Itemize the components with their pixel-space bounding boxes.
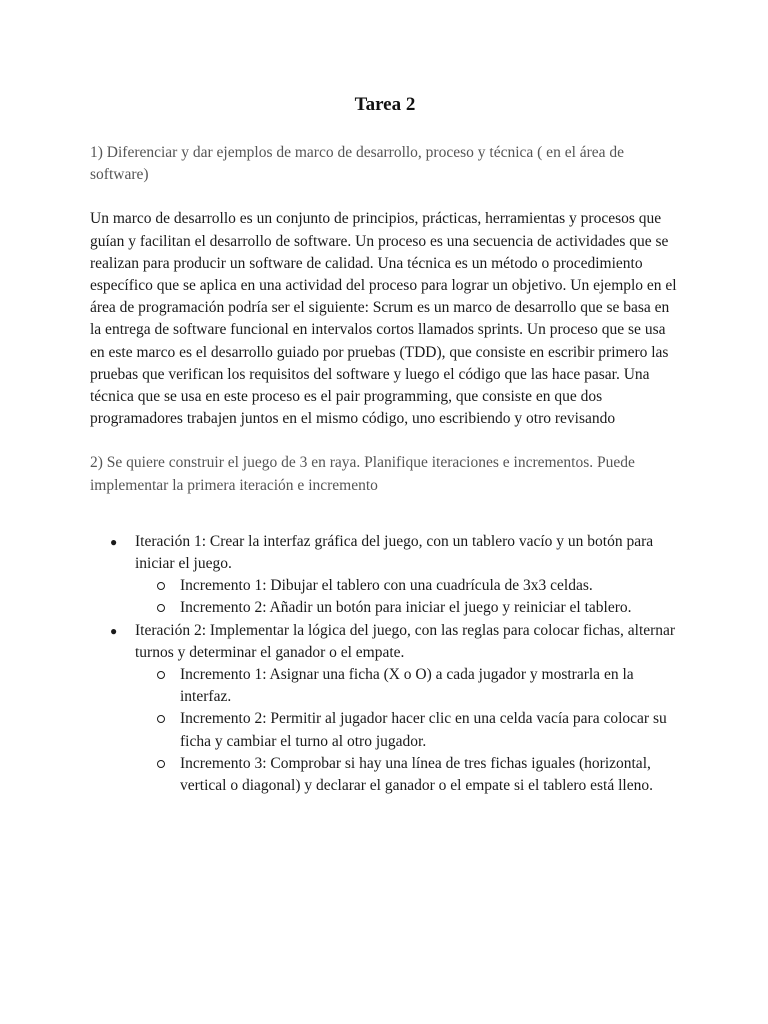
increment-list [135, 664, 680, 797]
circle-bullet-icon [157, 671, 165, 679]
circle-bullet-icon [157, 604, 165, 612]
increment-text: Incremento 1: Asignar una ficha (X o O) a cada jugador y mostrarla en la interfaz. [180, 666, 634, 706]
iteration-list [90, 531, 680, 797]
increment-text: Incremento 2: Añadir un botón para iniciar el juego y reiniciar el tablero. [180, 599, 632, 617]
increment-list [135, 575, 680, 619]
document-page [90, 92, 680, 797]
bullet-icon: ● [110, 534, 118, 549]
circle-bullet-icon [157, 715, 165, 723]
increment-item [135, 597, 680, 619]
increment-item [135, 664, 680, 708]
increment-text: Incremento 2: Permitir al jugador hacer clic en una celda vacía para colocar su ficha y cambiar el turno al otro jugador. [180, 710, 667, 750]
iteration-item [90, 531, 680, 620]
increment-item [135, 753, 680, 797]
answer-1: Un marco de desarrollo es un conjunto de principios, prácticas, herramientas y procesos que guían y facilitan el desarrollo de software. Un proceso es una secuencia de actividades que se realizan para producir un software de calidad. Una técnica es un método o procedimiento específico que se aplica en una actividad del proceso para lograr un objetivo. Un ejemplo en el área de programación podría ser el siguiente: Scrum es un marco de desarrollo que se basa en la entrega de software funcional en intervalos cortos llamados sprints. Un proceso que se usa en este marco es el desarrollo guiado por pruebas (TDD), que consiste en escribir primero las pruebas que verifican los requisitos del software y luego el código que las hace pasar. Una técnica que se usa en este proceso es el pair programming, que consiste en que dos programadores trabajen juntos en el mismo código, uno escribiendo y otro revisando [90, 210, 677, 428]
circle-bullet-icon [157, 582, 165, 590]
question-2: 2) Se quiere construir el juego de 3 en raya. Planifique iteraciones e incrementos. Puede implementar la primera iteración e incremento [90, 454, 635, 494]
increment-text: Incremento 3: Comprobar si hay una línea de tres fichas iguales (horizontal, vertical o diagonal) y declarar el ganador o el empate si el tablero está lleno. [180, 754, 653, 795]
increment-text: Incremento 1: Dibujar el tablero con una cuadrícula de 3x3 celdas. [180, 577, 593, 595]
circle-bullet-icon [157, 760, 165, 768]
increment-item [135, 708, 680, 752]
document-title: Tarea 2 [354, 94, 416, 115]
iteration-text: Iteración 1: Crear la interfaz gráfica del juego, con un tablero vacío y un botón para iniciar el juego. [135, 532, 654, 573]
increment-item [135, 575, 680, 597]
iteration-text: Iteración 2: Implementar la lógica del juego, con las reglas para colocar fichas, alternar turnos y determinar el ganador o el empate. [135, 621, 676, 661]
question-1: 1) Diferenciar y dar ejemplos de marco de desarrollo, proceso y técnica ( en el área de software) [90, 144, 625, 184]
iteration-item [90, 620, 680, 798]
bullet-icon: ● [110, 623, 118, 638]
